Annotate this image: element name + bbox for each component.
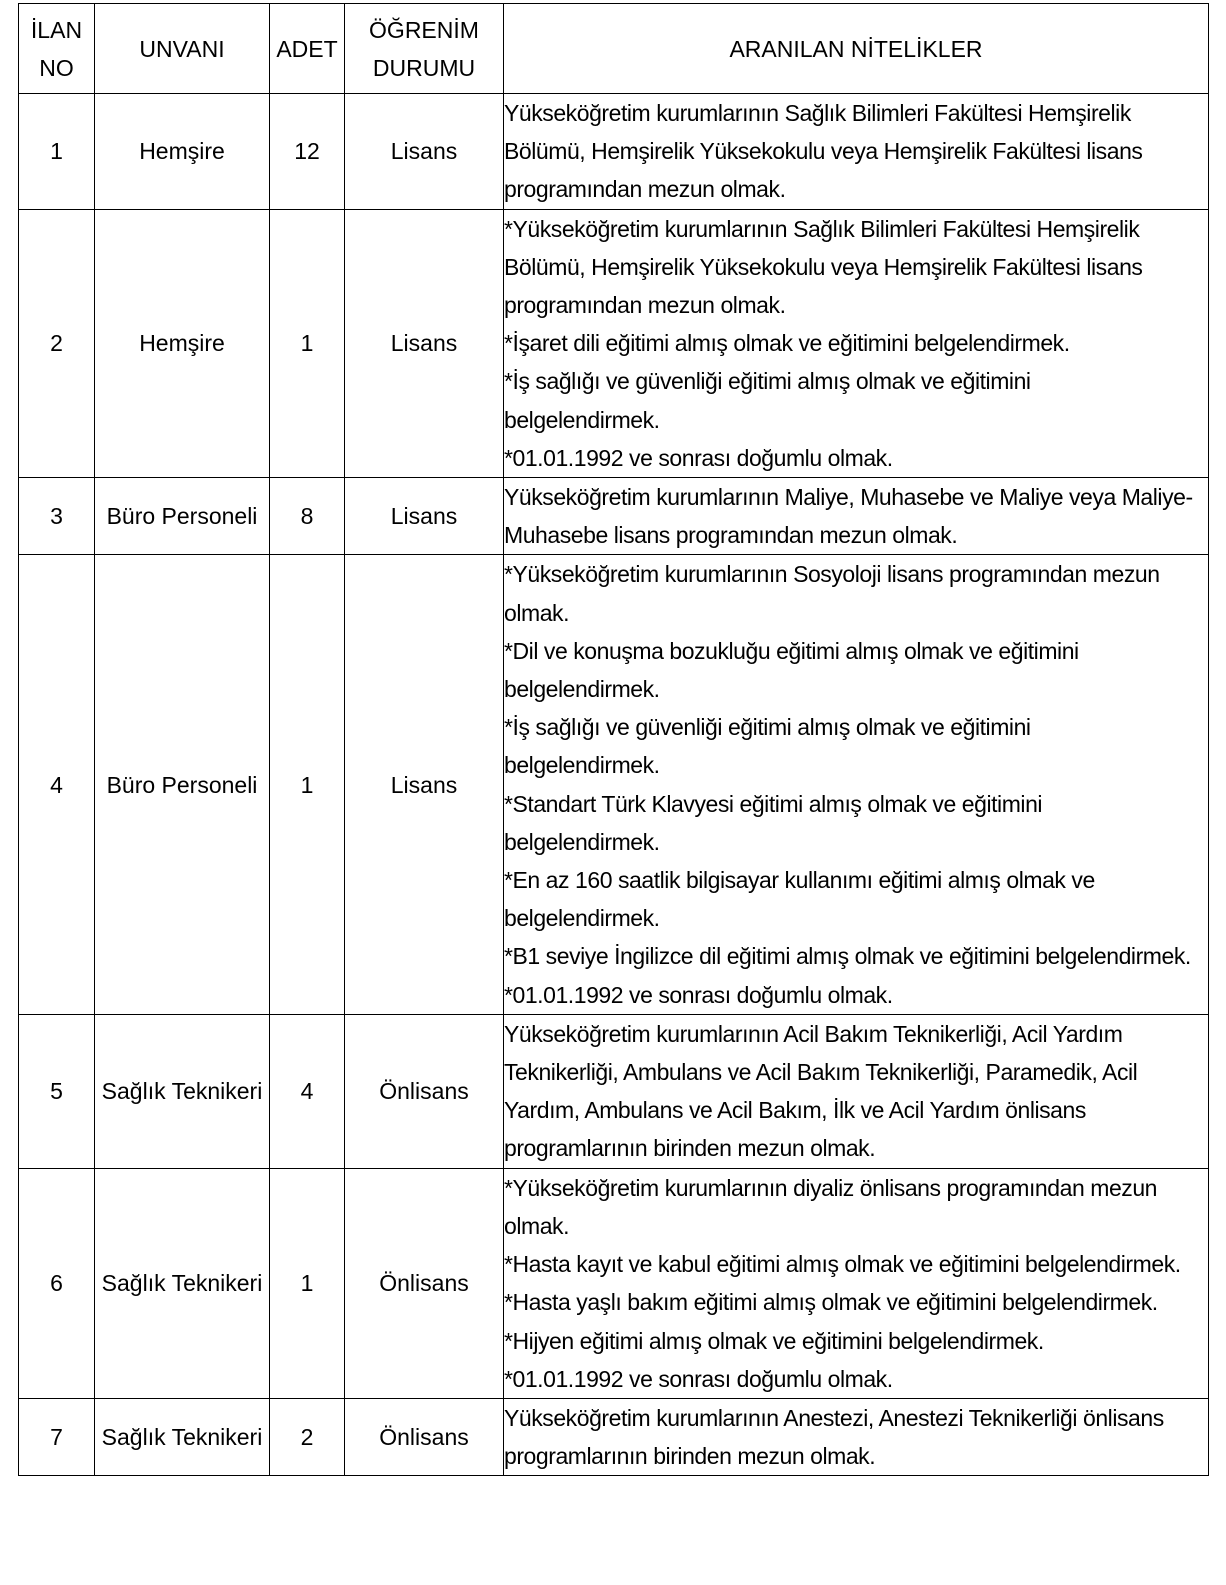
requirement-line: belgelendirmek.	[504, 828, 660, 855]
job-listing-table	[18, 3, 1209, 1476]
header-unvani: UNVANI	[95, 4, 270, 94]
requirement-line: *İşaret dili eğitimi almış olmak ve eğitimini belgelendirmek.	[504, 330, 1070, 357]
requirement-line: *Yükseköğretim kurumlarının diyaliz önlisans programından mezun	[504, 1174, 1158, 1201]
cell-ilan-no: 1	[19, 94, 95, 210]
header-aranilan-nitelikler: ARANILAN NİTELİKLER	[504, 4, 1209, 94]
table-row	[19, 555, 1209, 1014]
table-row	[19, 1014, 1209, 1168]
table-row	[19, 94, 1209, 210]
table-header-row	[19, 4, 1209, 94]
requirement-line: *Yükseköğretim kurumlarının Sağlık Bilimleri Fakültesi Hemşirelik	[504, 215, 1140, 242]
cell-adet: 1	[270, 209, 345, 477]
requirement-line: programlarının birinden mezun olmak.	[504, 1443, 876, 1470]
cell-unvani: Sağlık Teknikeri	[95, 1168, 270, 1398]
requirement-line: Yükseköğretim kurumlarının Maliye, Muhasebe ve Maliye veya Maliye-	[504, 484, 1193, 511]
cell-unvani: Sağlık Teknikeri	[95, 1014, 270, 1168]
cell-aranilan-nitelikler	[504, 1014, 1209, 1168]
cell-unvani: Sağlık Teknikeri	[95, 1398, 270, 1475]
cell-adet: 4	[270, 1014, 345, 1168]
header-ogrenim-durumu: ÖĞRENİM DURUMU	[345, 4, 504, 94]
requirement-line: belgelendirmek.	[504, 752, 660, 779]
requirement-line: *Yükseköğretim kurumlarının Sosyoloji lisans programından mezun	[504, 561, 1160, 588]
cell-ilan-no: 4	[19, 555, 95, 1014]
requirement-line: Bölümü, Hemşirelik Yüksekokulu veya Hemşirelik Fakültesi lisans	[504, 253, 1143, 280]
cell-aranilan-nitelikler	[504, 1398, 1209, 1475]
cell-adet: 1	[270, 555, 345, 1014]
cell-adet: 2	[270, 1398, 345, 1475]
requirement-line: *Dil ve konuşma bozukluğu eğitimi almış olmak ve eğitimini	[504, 637, 1079, 664]
requirement-line: *01.01.1992 ve sonrası doğumlu olmak.	[504, 981, 893, 1008]
cell-ogrenim-durumu: Önlisans	[345, 1014, 504, 1168]
requirement-line: Yükseköğretim kurumlarının Anestezi, Anestezi Teknikerliği önlisans	[504, 1404, 1164, 1431]
requirement-line: Bölümü, Hemşirelik Yüksekokulu veya Hemşirelik Fakültesi lisans	[504, 138, 1143, 165]
cell-aranilan-nitelikler	[504, 1168, 1209, 1398]
requirement-line: *B1 seviye İngilizce dil eğitimi almış olmak ve eğitimini belgelendirmek.	[504, 943, 1191, 970]
requirement-line: belgelendirmek.	[504, 676, 660, 703]
cell-aranilan-nitelikler	[504, 555, 1209, 1014]
cell-aranilan-nitelikler	[504, 94, 1209, 210]
requirement-line: Yardım, Ambulans ve Acil Bakım, İlk ve Acil Yardım önlisans	[504, 1097, 1086, 1124]
requirement-line: Yükseköğretim kurumlarının Sağlık Bilimleri Fakültesi Hemşirelik	[504, 100, 1131, 126]
requirement-line: Teknikerliği, Ambulans ve Acil Bakım Teknikerliği, Paramedik, Acil	[504, 1059, 1138, 1086]
table-row	[19, 209, 1209, 477]
cell-ilan-no: 6	[19, 1168, 95, 1398]
cell-ogrenim-durumu: Lisans	[345, 555, 504, 1014]
cell-ogrenim-durumu: Önlisans	[345, 1168, 504, 1398]
requirement-line: *Standart Türk Klavyesi eğitimi almış olmak ve eğitimini	[504, 790, 1043, 817]
header-adet: ADET	[270, 4, 345, 94]
requirement-line: *En az 160 saatlik bilgisayar kullanımı eğitimi almış olmak ve	[504, 867, 1095, 894]
requirement-line: Muhasebe lisans programından mezun olmak.	[504, 522, 958, 549]
requirement-line: *İş sağlığı ve güvenliği eğitimi almış olmak ve eğitimini	[504, 714, 1031, 741]
header-ilan-no: İLAN NO	[19, 4, 95, 94]
cell-aranilan-nitelikler	[504, 478, 1209, 555]
cell-ogrenim-durumu: Lisans	[345, 209, 504, 477]
table-body	[19, 94, 1209, 1476]
cell-adet: 1	[270, 1168, 345, 1398]
requirement-line: olmak.	[504, 599, 570, 626]
cell-ilan-no: 2	[19, 209, 95, 477]
cell-ilan-no: 3	[19, 478, 95, 555]
cell-unvani: Hemşire	[95, 209, 270, 477]
cell-ilan-no: 7	[19, 1398, 95, 1475]
table-row	[19, 1398, 1209, 1475]
table-row	[19, 1168, 1209, 1398]
cell-adet: 8	[270, 478, 345, 555]
requirement-line: programlarının birinden mezun olmak.	[504, 1135, 876, 1162]
cell-ilan-no: 5	[19, 1014, 95, 1168]
requirement-line: belgelendirmek.	[504, 905, 660, 932]
requirement-line: Yükseköğretim kurumlarının Acil Bakım Teknikerliği, Acil Yardım	[504, 1020, 1123, 1047]
requirement-line: *01.01.1992 ve sonrası doğumlu olmak.	[504, 444, 893, 471]
cell-adet: 12	[270, 94, 345, 210]
cell-ogrenim-durumu: Lisans	[345, 94, 504, 210]
cell-unvani: Büro Personeli	[95, 555, 270, 1014]
requirement-line: *Hasta kayıt ve kabul eğitimi almış olmak ve eğitimini belgelendirmek.	[504, 1251, 1181, 1278]
requirement-line: *Hasta yaşlı bakım eğitimi almış olmak ve eğitimini belgelendirmek.	[504, 1289, 1158, 1316]
cell-unvani: Hemşire	[95, 94, 270, 210]
table-row	[19, 478, 1209, 555]
cell-ogrenim-durumu: Önlisans	[345, 1398, 504, 1475]
cell-unvani: Büro Personeli	[95, 478, 270, 555]
requirement-line: belgelendirmek.	[504, 406, 660, 433]
requirement-line: *Hijyen eğitimi almış olmak ve eğitimini belgelendirmek.	[504, 1327, 1044, 1354]
cell-ogrenim-durumu: Lisans	[345, 478, 504, 555]
requirement-line: *01.01.1992 ve sonrası doğumlu olmak.	[504, 1365, 893, 1392]
requirement-line: programından mezun olmak.	[504, 292, 786, 319]
requirement-line: *İş sağlığı ve güvenliği eğitimi almış olmak ve eğitimini	[504, 368, 1031, 395]
requirement-line: programından mezun olmak.	[504, 176, 786, 203]
cell-aranilan-nitelikler	[504, 209, 1209, 477]
requirement-line: olmak.	[504, 1212, 570, 1239]
